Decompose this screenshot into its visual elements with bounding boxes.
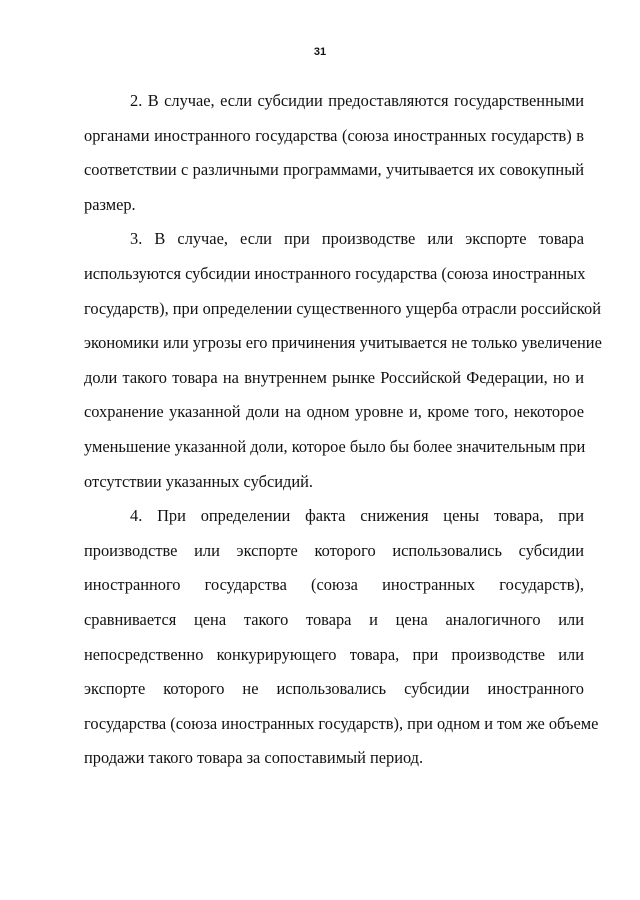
text-line: непосредственно конкурирующего товара, при производстве или: [84, 644, 584, 664]
text-line: экономики или угрозы его причинения учитывается не только увеличение: [84, 333, 602, 353]
text-line: производстве или экспорте которого использовались субсидии: [84, 540, 584, 560]
text-line: размер.: [84, 194, 136, 214]
text-line: продажи такого товара за сопоставимый период.: [84, 748, 424, 768]
document-body: [84, 84, 602, 776]
text-line: органами иностранного государства (союза иностранных государств) в: [84, 125, 584, 145]
text-line: доли такого товара на внутреннем рынке Российской Федерации, но и: [84, 367, 584, 387]
text-line: уменьшение указанной доли, которое было бы более значительным при: [84, 436, 586, 456]
text-line: 2. В случае, если субсидии предоставляются государственными: [130, 91, 584, 110]
page-number: 31: [313, 46, 327, 58]
text-line: экспорте которого не использовались субсидии иностранного: [84, 679, 584, 699]
text-line: используются субсидии иностранного государства (союза иностранных: [84, 263, 586, 283]
text-line: иностранного государства (союза иностранных государств),: [84, 575, 584, 595]
text-line: государств), при определении существенного ущерба отрасли российской: [84, 298, 601, 318]
text-line: сравнивается цена такого товара и цена аналогичного или: [84, 609, 584, 629]
text-line: сохранение указанной доли на одном уровне и, кроме того, некоторое: [84, 402, 584, 422]
text-line: государства (союза иностранных государств), при одном и том же объеме: [84, 713, 599, 733]
paragraph-3: [84, 222, 602, 499]
paragraph-2: [84, 84, 584, 222]
text-line: 4. При определении факта снижения цены товара, при: [130, 506, 584, 526]
text-line: соответствии с различными программами, учитывается их совокупный: [84, 160, 584, 180]
paragraph-4: [84, 499, 599, 776]
text-line: отсутствии указанных субсидий.: [84, 471, 313, 491]
text-line: 3. В случае, если при производстве или экспорте товара: [130, 229, 584, 249]
